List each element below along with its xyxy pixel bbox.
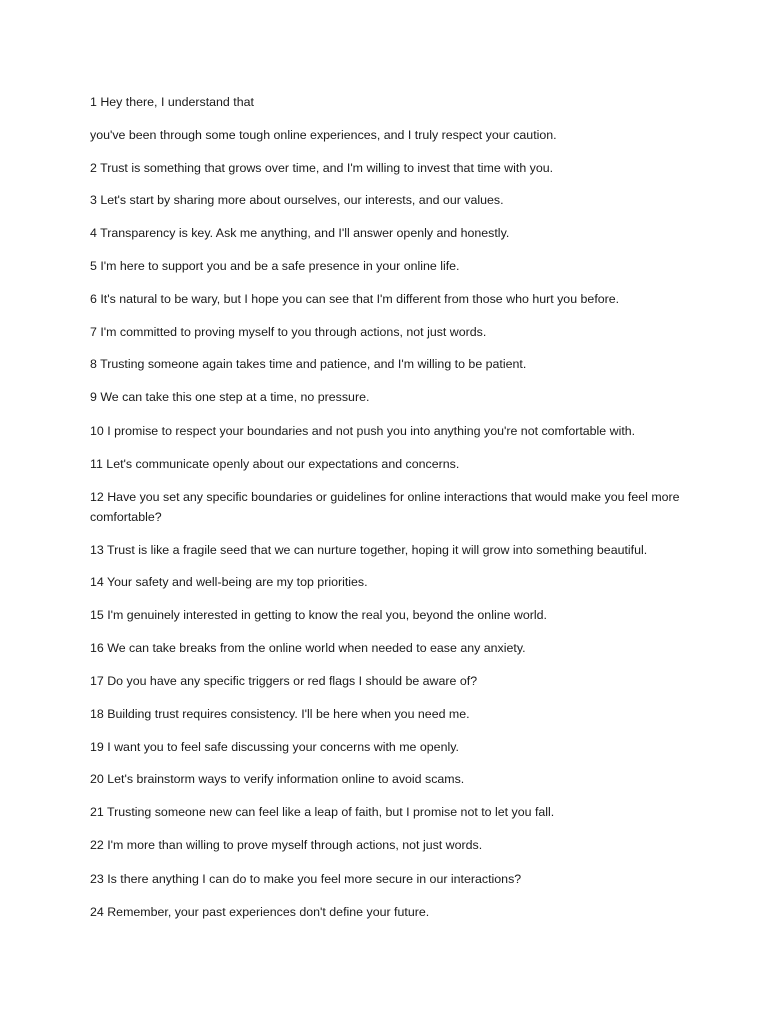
paragraph-8: 8 Trusting someone again takes time and patience, and I'm willing to be patient.	[90, 357, 527, 371]
paragraph-6: 6 It's natural to be wary, but I hope you can see that I'm different from those who hurt you before.	[90, 292, 620, 306]
paragraph-22: 22 I'm more than willing to prove myself through actions, not just words.	[90, 838, 483, 852]
paragraph-9: 9 We can take this one step at a time, no pressure.	[90, 390, 370, 404]
paragraph-20: 20 Let's brainstorm ways to verify information online to avoid scams.	[90, 772, 465, 786]
paragraph-5: 5 I'm here to support you and be a safe presence in your online life.	[90, 259, 460, 273]
paragraph-15: 15 I'm genuinely interested in getting to know the real you, beyond the online world.	[90, 608, 547, 622]
paragraph-1-continued: you've been through some tough online experiences, and I truly respect your caution.	[90, 128, 557, 142]
paragraph-21: 21 Trusting someone new can feel like a leap of faith, but I promise not to let you fall.	[90, 805, 555, 819]
paragraph-18: 18 Building trust requires consistency. I'll be here when you need me.	[90, 707, 470, 721]
paragraph-17: 17 Do you have any specific triggers or red flags I should be aware of?	[90, 674, 478, 688]
paragraph-16: 16 We can take breaks from the online world when needed to ease any anxiety.	[90, 641, 526, 655]
paragraph-4: 4 Transparency is key. Ask me anything, and I'll answer openly and honestly.	[90, 226, 510, 240]
paragraph-13: 13 Trust is like a fragile seed that we can nurture together, hoping it will grow into something beautiful.	[90, 543, 648, 557]
paragraph-2: 2 Trust is something that grows over time, and I'm willing to invest that time with you.	[90, 161, 554, 175]
paragraph-10: 10 I promise to respect your boundaries and not push you into anything you're not comfortable with.	[90, 424, 636, 438]
paragraph-11: 11 Let's communicate openly about our expectations and concerns.	[90, 457, 460, 471]
paragraph-12: 12 Have you set any specific boundaries or guidelines for online interactions that would make you feel more comfortable?	[90, 490, 680, 524]
paragraph-14: 14 Your safety and well-being are my top priorities.	[90, 575, 368, 589]
paragraph-19: 19 I want you to feel safe discussing your concerns with me openly.	[90, 740, 459, 754]
paragraph-1: 1 Hey there, I understand that	[90, 95, 254, 109]
paragraph-3: 3 Let's start by sharing more about ourselves, our interests, and our values.	[90, 193, 504, 207]
paragraph-24: 24 Remember, your past experiences don't define your future.	[90, 905, 430, 919]
paragraph-7: 7 I'm committed to proving myself to you through actions, not just words.	[90, 325, 487, 339]
paragraph-23: 23 Is there anything I can do to make you feel more secure in our interactions?	[90, 872, 522, 886]
